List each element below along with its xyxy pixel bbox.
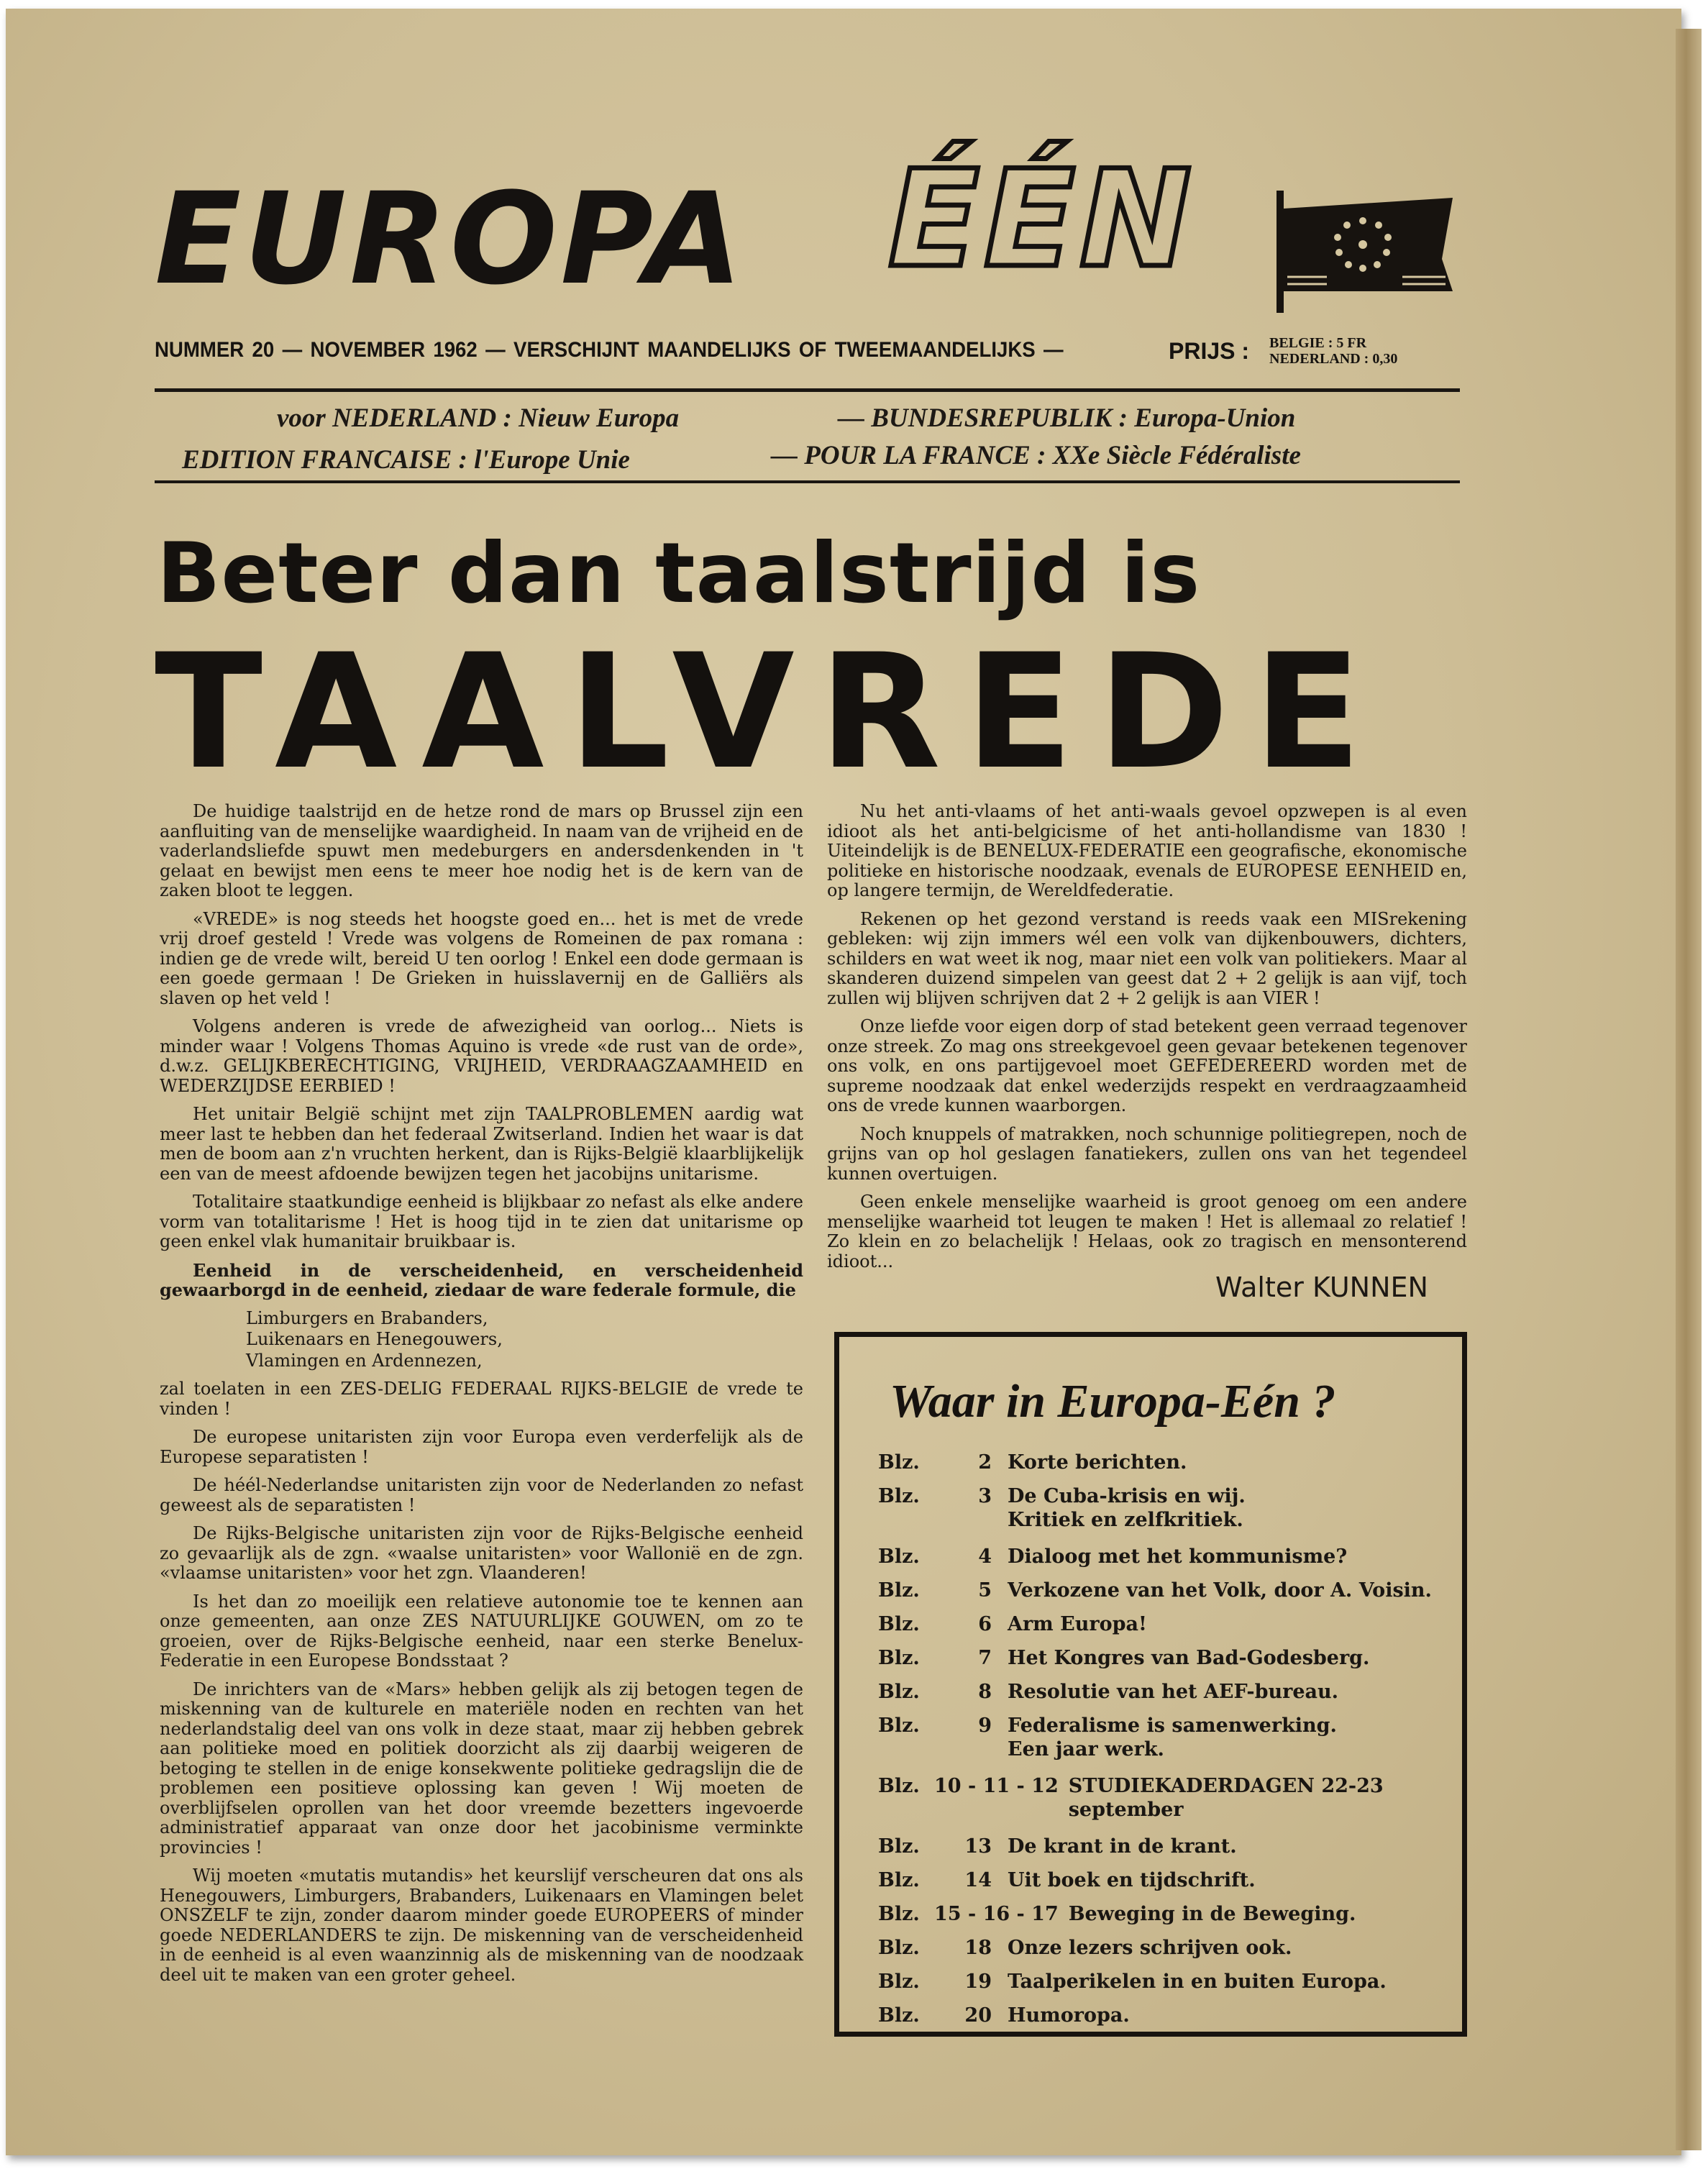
toc-page: 7 [978,1647,992,1669]
list-item: Limburgers en Brabanders, [246,1307,488,1328]
toc-item [878,1484,1439,1532]
price-nederland: NEDERLAND : 0,30 [1269,351,1398,367]
toc-page: 3 [978,1485,992,1507]
toc-text: Resolutie van het AEF-bureau. [1008,1681,1339,1703]
toc-item [878,1902,1439,1926]
paragraph: Noch knuppels of matrakken, noch schunnige politiegrepen, noch de grijns van op hol geslagen fanatiekers, zullen ons van het tegendeel kunnen overtuigen. [827,1123,1467,1184]
toc-page: 18 [964,1937,992,1959]
price-label: PRIJS : [1169,338,1250,364]
toc-title: Waar in Europa-Eén ? [890,1375,1336,1428]
paragraph: De Rijks-Belgische unitaristen zijn voor de Rijks-Belgische eenheid zo gevaarlijk als de zgn. «waalse unitaristen» voor Wallonië en de zgn. «vlaamse unitaristen» voor het zgn. Vlaanderen! [160,1523,803,1583]
toc-item [878,1612,1439,1636]
masthead-rule [155,388,1460,392]
masthead-een: ÉÉN [888,141,1196,297]
toc-text: De Cuba-krisis en wij. Kritiek en zelfkritiek. [1008,1485,1246,1531]
toc-blz: Blz. [878,1647,920,1669]
toc-blz: Blz. [878,1485,920,1507]
toc-text: Taalperikelen in en buiten Europa. [1008,1971,1387,1993]
paragraph: De inrichters van de «Mars» hebben gelijk als zij betogen tegen de miskenning van de kulturele en materiële noden en rechten van het nederlandstalig deel van ons volk in deze staat, maar zij hebben gebrek aan politieke moed en politiek doorzicht als zij daarbij weigeren de betoging te stellen in de enige konsekwente politieke gedragslijn die de problemen een positieve oplossing kan geven ! Wij moeten de overblijfselen oprollen van het door vreemde bezetters ingevoerde administratief apparaat van onze door het jacobinisme verminkte provincies ! [160,1679,803,1858]
paragraph: Rekenen op het gezond verstand is reeds vaak een MISrekening gebleken: wij zijn immers wél een volk van dijkenbouwers, dichters, schilders en wat weet ik nog, maar niet een volk van politiekers. Maar al skanderen duizend simpelen van geest dat 2 + 2 gelijk is aan vijf, toch zullen wij blijven schrijven dat 2 + 2 gelijk is aan VIER ! [827,908,1467,1008]
paragraph: Wij moeten «mutatis mutandis» het keurslijf verscheuren dat ons als Henegouwers, Limburgers, Brabanders, Luikenaars en Vlamingen belet ONSZELF te zijn, zonder daarom minder goede EUROPEERS of minder goede NEDERLANDERS te zijn. De miskenning van de verscheidenheid in de eenheid is al even waanzinnig als de miskenning van de noodzaak deel uit te maken van een groter geheel. [160,1866,803,1985]
author-signature: Walter KUNNEN [1215,1271,1428,1303]
toc-text: Korte berichten. [1008,1451,1187,1474]
toc-page: 5 [978,1579,992,1602]
toc-item [878,1646,1439,1670]
toc-blz: Blz. [878,1545,920,1568]
toc-blz: Blz. [878,1937,920,1959]
editions-rule [155,480,1460,483]
table-of-contents [834,1332,1467,2037]
paragraph: Onze liefde voor eigen dorp of stad betekent geen verraad tegenover onze streek. Zo mag ons streekgevoel geen gevaar betekenen tegenover ons volk, en ons partijgevoel moet GEFEDEREERD worden met de supreme noodzaak dat enkel wederzijds respekt en verdraagzaamheid ons de vrede kunnen waarborgen. [827,1016,1467,1115]
paragraph: Totalitaire staatkundige eenheid is blijkbaar zo nefast als elke andere vorm van totalitarisme ! Het is hoog tijd in te zien dat unitarisme op geen enkel vlak humanitair bruikbaar is. [160,1192,803,1251]
toc-item [878,2004,1439,2027]
toc-blz: Blz. [878,1681,920,1703]
paragraph: «VREDE» is nog steeds het hoogste goed en... het is met de vrede vrij droef gesteld ! Vrede was volgens de Romeinen de pax romana : indien ge de vrede wilt, bereid U ten oorlog ! Enkel een dode germaan is een goede germaan ! De Grieken in huisslavernij en de Galliërs als slaven op het veld ! [160,908,803,1008]
toc-blz: Blz. [878,1714,920,1737]
paragraph: zal toelaten in een ZES-DELIG FEDERAAL RIJKS-BELGIE de vrede te vinden ! [160,1379,803,1419]
list-item: Vlamingen en Ardennezen, [246,1350,483,1371]
headline-line1: Beter dan taalstrijd is [157,525,1201,622]
paragraph: Eenheid in de verscheidenheid, en verscheidenheid gewaarborgd in de eenheid, ziedaar de ware federale formule, die [160,1259,803,1300]
toc-blz: Blz. [878,1451,920,1474]
toc-text: Arm Europa! [1008,1613,1147,1635]
paragraph: Is het dan zo moeilijk een relatieve autonomie toe te kennen aan onze gemeenten, aan onze ZES NATUURLIJKE GOUWEN, om zo te groeien, over de Rijks-Belgische eenheid, naar een sterke Benelux-Federatie in een Europese Bondsstaat ? [160,1591,803,1671]
toc-page: 13 [964,1835,992,1858]
toc-page: 19 [964,1971,992,1993]
toc-blz: Blz. [878,1903,920,1925]
toc-text: Beweging in de Beweging. [1068,1903,1356,1925]
toc-blz: Blz. [878,1775,920,1797]
toc-text: Verkozene van het Volk, door A. Voisin. [1008,1579,1432,1602]
toc-page: 4 [978,1545,992,1568]
toc-item [878,1579,1439,1602]
toc-text: De krant in de krant. [1008,1835,1237,1858]
toc-item [878,1714,1439,1761]
paragraph: Nu het anti-vlaams of het anti-waals gevoel opzwepen is al even idioot als het anti-belgicisme of het anti-hollandisme van 1830 ! Uiteindelijk is de BENELUX-FEDERATIE een geografische, ekonomische politieke en historische noodzaak, evenals de EUROPESE EENHEID en, op langere termijn, de Wereldfederatie. [827,801,1467,900]
toc-page: 8 [978,1681,992,1703]
toc-text: Federalisme is samenwerking. Een jaar werk. [1008,1714,1337,1761]
paragraph: Geen enkele menselijke waarheid is groot genoeg om een andere menselijke waarheid tot leugen te maken ! Het is allemaal zo relatief ! Zo klein en zo belachelijk ! Helaas, ook zo tragisch en mensonterend idioot... [827,1192,1467,1271]
toc-blz: Blz. [878,2004,920,2027]
european-flag-icon [1277,176,1456,313]
toc-item [878,1936,1439,1960]
toc-page: 6 [978,1613,992,1635]
toc-text: Dialoog met het kommunisme? [1008,1545,1348,1568]
edition-bundesrepublik: — BUNDESREPUBLIK : Europa-Union [838,403,1296,433]
toc-page: 2 [978,1451,992,1474]
toc-page: 20 [964,2004,992,2027]
toc-text: Onze lezers schrijven ook. [1008,1937,1292,1959]
toc-item [878,1868,1439,1892]
toc-page: 9 [978,1714,992,1737]
toc-item [878,1970,1439,1994]
edition-francaise: EDITION FRANCAISE : l'Europe Unie [182,445,630,475]
paragraph: De huidige taalstrijd en de hetze rond de mars op Brussel zijn een aanfluiting van de menselijke waardigheid. In naam van de vrijheid en de vaderlandsliefde spuwt men medeburgers en andersdenkenden in 't gelaat en bewijst men eens te meer hoe nodig het is de kern van de zaken bloot te leggen. [160,801,803,900]
toc-text: Uit boek en tijdschrift. [1008,1869,1256,1891]
masthead-title: EUROPA [155,165,746,313]
headline-line2: TAALVREDE [155,620,1387,804]
paragraph: Volgens anderen is vrede de afwezigheid van oorlog... Niets is minder waar ! Volgens Thomas Aquino is vrede «de rust van de orde», d.w.z. GELIJKBERECHTIGING, VRIJHEID, VERDRAAGZAAMHEID en WEDERZIJDSE EERBIED ! [160,1016,803,1096]
paragraph: Het unitair België schijnt met zijn TAALPROBLEMEN aardig wat meer last te hebben dan het federaal Zwitserland. Indien het waar is dat men de boom aan z'n vruchten herkent, dan is Rijks-België klaarblijkelijk een van de meest afdoende bewijzen tegen het jacobijns unitarisme. [160,1104,803,1184]
toc-text: STUDIEKADERDAGEN 22-23 september [1068,1775,1384,1821]
toc-blz: Blz. [878,1971,920,1993]
toc-item [878,1835,1439,1858]
paragraph: De héél-Nederlandse unitaristen zijn voor de Nederlanden zo nefast geweest als de separatisten ! [160,1475,803,1515]
toc-text: Humoropa. [1008,2004,1130,2027]
toc-blz: Blz. [878,1579,920,1602]
price-box [1269,335,1397,367]
toc-blz: Blz. [878,1869,920,1891]
toc-item [878,1774,1439,1822]
toc-page: 15 - 16 - 17 [934,1903,1059,1925]
edition-nederland: voor NEDERLAND : Nieuw Europa [277,403,680,433]
article-right-column [827,802,1467,1280]
toc-text: Het Kongres van Bad-Godesberg. [1008,1647,1370,1669]
edition-france: — POUR LA FRANCE : XXe Siècle Fédéraliste [771,441,1301,470]
issue-line: NUMMER 20 — NOVEMBER 1962 — VERSCHIJNT MAANDELIJKS OF TWEEMAANDELIJKS — [155,338,1064,362]
article-left-column [160,802,803,1994]
toc-blz: Blz. [878,1835,920,1858]
price-belgie: BELGIE : 5 FR [1269,335,1367,351]
paragraph: De europese unitaristen zijn voor Europa even verderfelijk als de Europese separatisten ! [160,1427,803,1467]
toc-page: 14 [964,1869,992,1891]
toc-item [878,1680,1439,1704]
toc-item [878,1545,1439,1568]
toc-item [878,1451,1439,1474]
toc-list [878,1451,1439,2027]
paper-edge [1676,29,1702,2150]
toc-page: 10 - 11 - 12 [934,1775,1059,1797]
list-item: Luikenaars en Henegouwers, [246,1329,503,1349]
toc-blz: Blz. [878,1613,920,1635]
